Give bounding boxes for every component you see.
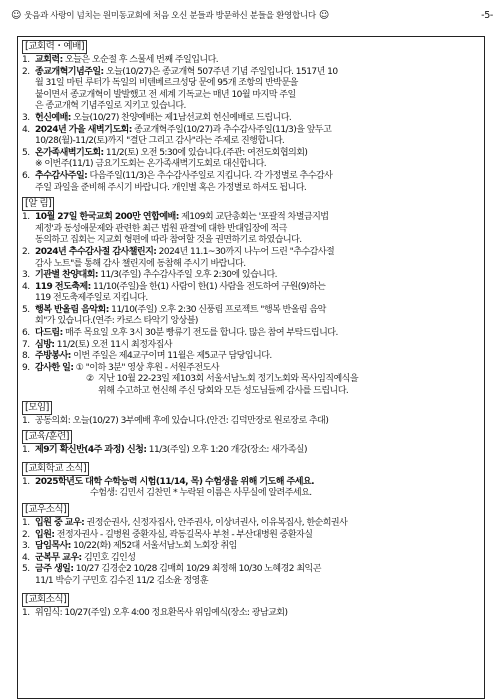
item-label: 추수감사주일:	[35, 170, 88, 181]
list-item	[22, 282, 480, 305]
section-other	[22, 593, 480, 620]
item-text	[35, 351, 480, 363]
item-number: 9.	[22, 362, 30, 373]
item-line: 교회력: 오늘은 오순절 후 스물세 번째 주일입니다.	[35, 55, 219, 65]
item-label: 군복무 교우:	[35, 552, 82, 563]
item-number: 1.	[22, 445, 30, 456]
section-notice	[22, 197, 480, 398]
list-item	[22, 518, 480, 530]
item-text	[35, 148, 480, 171]
section-meeting	[22, 401, 480, 428]
list-item	[22, 541, 480, 553]
item-number: 2.	[22, 529, 30, 540]
item-line: 동의하고 집회는 지교회 형편에 따라 참여할 것을 권면하기로 하였습니다.	[35, 235, 302, 246]
list-item	[22, 363, 480, 398]
section-title: [교회학교 소식]	[22, 462, 89, 476]
item-line: 10월 27일 한국교회 200만 연합예배: 제109회 교단총회는 '포괄적 차별금지법	[35, 212, 329, 223]
item-text	[35, 553, 480, 565]
item-number: 8.	[22, 351, 30, 362]
item-line: 헌신예배: 오늘(10/27) 찬양예배는 제1남선교회 헌신예배로 드립니다.	[35, 112, 292, 123]
item-number: 1.	[22, 518, 30, 528]
section-training	[22, 430, 480, 457]
item-label: 2025학년도 대학 수학능력 시험(11/14, 목) 수험생을 위해 기도해 주세요.	[35, 476, 314, 487]
item-line: 붙이면서 종교개혁이 발발했고 전 세계 기독교는 매년 10월 마지막 주일	[35, 89, 296, 100]
page-number: -5-	[481, 9, 493, 21]
item-line: 다드림: 매주 목요일 오후 3시 30분 빵류기 전도를 합니다. 많은 참여 부탁드립니다.	[35, 328, 338, 339]
item-text	[35, 477, 480, 489]
list-item	[22, 351, 480, 363]
list-item	[22, 148, 480, 171]
item-text	[35, 55, 480, 67]
list-item	[22, 328, 480, 340]
list-item	[22, 67, 480, 113]
item-line	[35, 477, 480, 489]
item-line: 감사한 일: ① "이하 3분" 영상 후원 - 서원주전도사	[35, 362, 219, 373]
section-title: [교회력・예배]	[22, 40, 87, 54]
section-calendar	[22, 40, 480, 194]
item-line: 행복 반올림 음악회: 11/10(주일) 오후 2:30 신풍림 프로젝트 "행복 반올림 음악	[35, 304, 326, 315]
item-text	[35, 541, 480, 553]
list-item	[22, 270, 480, 282]
list-item	[22, 564, 480, 587]
list-item	[22, 212, 480, 247]
item-number: 5.	[22, 304, 30, 315]
item-line: 월 31일 마틴 루터가 독일의 비텐베르크성당 문에 95개 조항의 반박문을	[35, 78, 298, 89]
smiley-icon: ☺	[11, 9, 22, 21]
item-text	[35, 340, 480, 352]
item-text	[35, 247, 480, 270]
item-line: 10/28(월)-11/2(토)까지 "결단 그리고 감사"라는 주제로 진행합니다.	[35, 136, 285, 147]
item-label: 2024년 추수감사절 감사챌린지:	[35, 246, 157, 257]
item-line: 2024년 가을 새벽기도회: 종교개혁주일(10/27)과 추수감사주일(11/3)을 앞두고	[35, 124, 332, 135]
section-members	[22, 503, 480, 588]
item-label: 온가족새벽기도회:	[35, 147, 104, 158]
item-number: 7.	[22, 339, 30, 350]
item-text	[35, 270, 480, 282]
bulletin-content	[22, 40, 480, 619]
item-line: 공동의회: 오늘(10/27) 3부예배 후에 있습니다.(안건: 김덕만장로 원로장로 추대)	[35, 415, 329, 426]
item-text	[35, 564, 480, 587]
section-title: [알 림]	[22, 197, 54, 211]
item-label: 2024년 가을 새벽기도회:	[35, 124, 132, 135]
list-item	[22, 445, 480, 457]
item-label: 금주 생일:	[35, 564, 74, 575]
list-item	[22, 608, 480, 620]
item-number: 4.	[22, 124, 30, 135]
section-title: [교우소식]	[22, 503, 69, 517]
item-text	[35, 171, 480, 194]
item-text	[35, 328, 480, 340]
item-line: 종교개혁기념주일: 오늘(10/27)은 종교개혁 507주년 기념 주일입니다. 1517년 10	[35, 66, 338, 77]
item-number: 3.	[22, 541, 30, 552]
item-line: 금주 생일: 10/27 김경순2 10/28 김매희 10/29 최정해 10/30 노혜경2 최익곤	[35, 564, 321, 575]
item-text	[35, 125, 480, 148]
item-number: 2.	[22, 66, 30, 77]
item-line: 제9기 확신반(4주 과정) 신청: 11/3(주일) 오후 1:20 개강(장소: 새가족실)	[35, 445, 307, 456]
item-text	[35, 363, 480, 398]
item-label: 주방봉사:	[35, 351, 71, 362]
list-item	[22, 340, 480, 352]
item-line: 2024년 추수감사절 감사챌린지: 2024년 11.1~30까지 나누어 드린 "추수감사절	[35, 246, 335, 257]
item-number: 5.	[22, 564, 30, 575]
section-title: [교회소식]	[22, 593, 69, 607]
item-number: 3.	[22, 270, 30, 281]
item-line: 119 전도축제주일로 지킵니다.	[35, 293, 148, 304]
item-line: 추수감사주일: 다음주일(11/3)은 추수감사주일로 지킵니다. 각 가정별로 추수감사	[35, 170, 333, 181]
item-line: 제정'과 동성애문제와 관련한 최근 법원 판결'에 대한 반대입장에 적극	[35, 223, 287, 234]
item-label: 119 전도축제:	[35, 281, 91, 292]
item-text	[35, 445, 480, 457]
item-line: 군복무 교우: 김민호 김인성	[35, 552, 136, 563]
item-line: 위해 수고하고 헌신해 주신 당회와 모든 성도님들께 감사를 드립니다.	[98, 386, 349, 397]
item-text	[35, 67, 480, 113]
item-label: 제9기 확신반(4주 과정) 신청:	[35, 445, 147, 456]
section-title: [교육/훈련]	[22, 430, 72, 444]
item-text	[35, 530, 480, 542]
item-label: 행복 반올림 음악회:	[35, 304, 109, 315]
item-label: 교회력:	[35, 55, 63, 65]
sub-mark: ②	[86, 374, 94, 385]
section-school	[22, 462, 480, 500]
item-number: 1.	[22, 415, 30, 426]
item-label: 기관별 찬양대회:	[35, 270, 98, 281]
item-line: 입원: 전정자권사 - 길병원 중환자실, 곽동길목사 부천 - 부산대병원 중환자실	[35, 529, 313, 540]
list-item	[22, 553, 480, 565]
list-item	[22, 530, 480, 542]
list-item	[22, 113, 480, 125]
item-number: 5.	[22, 147, 30, 158]
item-line: 입원 중 교우: 권정순권사, 신정자집사, 안주권사, 이상녀권사, 이유복집사, 한순희권사	[35, 518, 348, 528]
item-line: 회"가 있습니다.(연주: 카로스 타악기 앙상블)	[35, 316, 198, 327]
item-line: 위임식: 10/27(주일) 오후 4:00 정요환목사 위임예식(장소: 광남교회)	[35, 607, 288, 618]
content-frame-continued	[17, 661, 485, 699]
list-item	[22, 125, 480, 148]
item-text	[35, 305, 480, 328]
item-line: 심방: 11/2(토) 오전 11시 최정자집사	[35, 339, 172, 350]
item-number: 2.	[22, 246, 30, 257]
sub-text	[98, 374, 358, 397]
list-item	[22, 55, 480, 67]
section-title: [모임]	[22, 401, 52, 415]
list-item	[22, 416, 480, 428]
item-number: 6.	[22, 328, 30, 339]
item-label: 종교개혁기념주일:	[35, 66, 104, 77]
list-item	[22, 247, 480, 270]
item-line: 기관별 찬양대회: 11/3(주일) 추수감사주일 오후 2:30에 있습니다.	[35, 270, 277, 281]
item-line: 감사 노트"를 통해 감사 챌린지에 동참해 주시기 바랍니다.	[35, 258, 246, 269]
extra-note: 수험생: 김민서 김찬민 * 누락된 이름은 사무실에 알려주세요.	[90, 488, 312, 499]
item-label: 다드림:	[35, 328, 63, 339]
item-label: 담임목사:	[35, 541, 71, 552]
page-header	[8, 6, 493, 24]
item-number: 1.	[22, 55, 30, 65]
item-text	[35, 113, 480, 125]
item-line: 지난 10월 22-23일 제103회 서울서남노회 정기노회와 목사임직예식을	[98, 374, 359, 385]
item-line: 주일 과일을 준비해 주시기 바랍니다. 개인별 혹은 가정별로 하셔도 됩니다.	[35, 182, 307, 193]
item-line: 온가족새벽기도회: 11/2(토) 오전 5:30에 있습니다.(주관: 여전도회협의회)	[35, 147, 308, 158]
item-line: 주방봉사: 이번 주일은 제4교구이며 11월은 제5교구 담당입니다.	[35, 351, 272, 362]
item-text	[35, 518, 480, 530]
item-line: 11/1 박승기 구민호 김수진 11/2 김소윤 정영훈	[35, 575, 209, 586]
item-number: 3.	[22, 112, 30, 123]
sub-item	[35, 374, 480, 397]
item-line: ※ 이번주(11/1) 금요기도회는 온가족새벽기도회로 대신합니다.	[35, 159, 267, 170]
item-line: 은 종교개혁 기념주일로 지키고 있습니다.	[35, 101, 186, 112]
item-line: 담임목사: 10/22(화) 제52대 서울서남노회 노회장 취임	[35, 541, 237, 552]
item-label: 감사한 일:	[35, 362, 74, 373]
item-number: 1.	[22, 607, 30, 618]
header-text: 웃음과 사랑이 넘치는 원미동교회에 처음 오신 분들과 방문하신 분들을 환영합니다	[24, 11, 316, 21]
item-number: 6.	[22, 170, 30, 181]
item-line: 119 전도축제: 11/10(주일)을 한(1) 사람이 한(1) 사람을 전도하여 구원(9)하는	[35, 281, 326, 292]
item-number: 4.	[22, 281, 30, 292]
item-text	[35, 608, 480, 620]
list-item	[22, 477, 480, 489]
item-label: 10월 27일 한국교회 200만 연합예배:	[35, 212, 179, 223]
item-number: 4.	[22, 552, 30, 563]
item-number: 1.	[22, 476, 30, 487]
item-label: 헌신예배:	[35, 112, 71, 123]
item-text	[35, 416, 480, 428]
list-item	[22, 171, 480, 194]
item-label: 입원:	[35, 529, 55, 540]
item-number: 1.	[22, 212, 30, 223]
item-text	[35, 212, 480, 247]
item-label: 심방:	[35, 339, 55, 350]
smiley-icon: ☺	[318, 9, 329, 21]
item-text	[35, 282, 480, 305]
list-item	[22, 305, 480, 328]
item-label: 입원 중 교우:	[35, 518, 85, 528]
